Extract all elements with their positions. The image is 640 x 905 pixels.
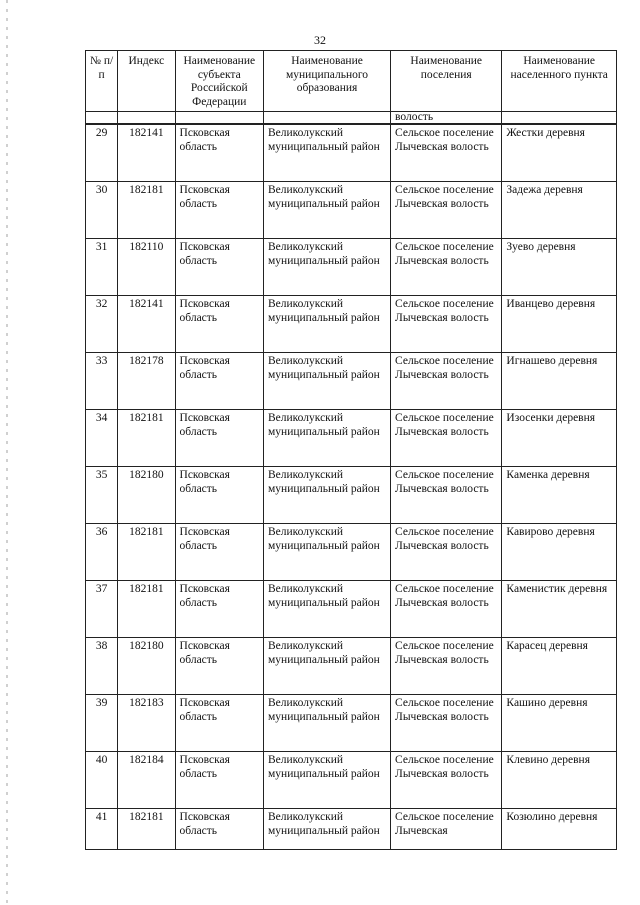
cell-municipality: Великолукский муниципальный район (264, 695, 391, 752)
cell-subject: Псковская область (175, 296, 264, 353)
page-number: 32 (314, 33, 326, 47)
cell-settlement: Сельское поселение Лычевская волость (391, 467, 502, 524)
cell-locality: Изосенки деревня (502, 410, 617, 467)
cell-locality: Козюлино деревня (502, 809, 617, 850)
table-row (86, 296, 617, 353)
cell-locality: Клевино деревня (502, 752, 617, 809)
cell-subject: Псковская область (175, 638, 264, 695)
table-row (86, 410, 617, 467)
table-row (86, 752, 617, 809)
cell-settlement: Сельское поселение Лычевская волость (391, 182, 502, 239)
cell-municipality: Великолукский муниципальный район (264, 353, 391, 410)
cell-municipality: Великолукский муниципальный район (264, 581, 391, 638)
cell-municipality: Великолукский муниципальный район (264, 239, 391, 296)
header-locality: Наименование населенного пункта (502, 51, 617, 112)
cell-subject: Псковская область (175, 410, 264, 467)
cell-index (118, 112, 175, 125)
cell-settlement: Сельское поселение Лычевская волость (391, 524, 502, 581)
cell-index: 182181 (118, 410, 175, 467)
table-row (86, 467, 617, 524)
cell-subject: Псковская область (175, 752, 264, 809)
cell-locality: Задежа деревня (502, 182, 617, 239)
cell-subject (175, 112, 264, 125)
cell-subject: Псковская область (175, 124, 264, 182)
cell-index: 182178 (118, 353, 175, 410)
cell-municipality: Великолукский муниципальный район (264, 296, 391, 353)
cell-municipality: Великолукский муниципальный район (264, 524, 391, 581)
header-municipality: Наименование муниципального образования (264, 51, 391, 112)
cell-subject: Псковская область (175, 581, 264, 638)
table-row (86, 124, 617, 182)
cell-subject: Псковская область (175, 353, 264, 410)
cell-settlement: Сельское поселение Лычевская волость (391, 638, 502, 695)
cell-locality: Каменистик деревня (502, 581, 617, 638)
table-row (86, 353, 617, 410)
table-row (86, 239, 617, 296)
cell-settlement: Сельское поселение Лычевская (391, 809, 502, 850)
cell-settlement: Сельское поселение Лычевская волость (391, 752, 502, 809)
cell-index: 182141 (118, 124, 175, 182)
cell-num: 33 (86, 353, 118, 410)
cell-municipality: Великолукский муниципальный район (264, 638, 391, 695)
cell-locality: Кашино деревня (502, 695, 617, 752)
cell-index: 182181 (118, 524, 175, 581)
cell-index: 182184 (118, 752, 175, 809)
header-settlement: Наименование поселения (391, 51, 502, 112)
cell-num: 32 (86, 296, 118, 353)
cell-municipality: Великолукский муниципальный район (264, 124, 391, 182)
cell-index: 182180 (118, 638, 175, 695)
table-row (86, 581, 617, 638)
cell-index: 182181 (118, 581, 175, 638)
cell-num: 37 (86, 581, 118, 638)
cell-settlement: Сельское поселение Лычевская волость (391, 239, 502, 296)
table-row (86, 809, 617, 850)
cell-subject: Псковская область (175, 182, 264, 239)
header-num: № п/п (86, 51, 118, 112)
cell-municipality: Великолукский муниципальный район (264, 182, 391, 239)
cell-index: 182180 (118, 467, 175, 524)
cell-subject: Псковская область (175, 695, 264, 752)
cell-index: 182183 (118, 695, 175, 752)
table-row (86, 638, 617, 695)
cell-num: 31 (86, 239, 118, 296)
cell-locality: Иванцево деревня (502, 296, 617, 353)
cell-settlement: Сельское поселение Лычевская волость (391, 353, 502, 410)
cell-num (86, 112, 118, 125)
cell-settlement: Сельское поселение Лычевская волость (391, 695, 502, 752)
cell-locality: Игнашево деревня (502, 353, 617, 410)
table-row (86, 524, 617, 581)
cell-municipality: Великолукский муниципальный район (264, 467, 391, 524)
cell-subject: Псковская область (175, 524, 264, 581)
header-row (86, 51, 617, 112)
cell-locality: Зуево деревня (502, 239, 617, 296)
cell-municipality (264, 112, 391, 125)
cell-index: 182141 (118, 296, 175, 353)
cell-settlement: Сельское поселение Лычевская волость (391, 296, 502, 353)
scan-edge-artifact (6, 0, 8, 905)
cell-num: 40 (86, 752, 118, 809)
cell-settlement: Сельское поселение Лычевская волость (391, 581, 502, 638)
table-row (86, 182, 617, 239)
cell-num: 29 (86, 124, 118, 182)
cell-num: 39 (86, 695, 118, 752)
cell-settlement: Сельское поселение Лычевская волость (391, 124, 502, 182)
cell-municipality: Великолукский муниципальный район (264, 410, 391, 467)
cell-num: 35 (86, 467, 118, 524)
cell-locality: Жестки деревня (502, 124, 617, 182)
cell-settlement: волость (391, 112, 502, 125)
cell-municipality: Великолукский муниципальный район (264, 809, 391, 850)
cell-locality: Карасец деревня (502, 638, 617, 695)
cell-num: 30 (86, 182, 118, 239)
cell-municipality: Великолукский муниципальный район (264, 752, 391, 809)
cell-locality: Кавирово деревня (502, 524, 617, 581)
cell-index: 182110 (118, 239, 175, 296)
table-header (86, 51, 617, 112)
continuation-row (86, 112, 617, 125)
cell-subject: Псковская область (175, 467, 264, 524)
cell-num: 34 (86, 410, 118, 467)
cell-locality: Каменка деревня (502, 467, 617, 524)
settlements-table (85, 50, 617, 850)
cell-index: 182181 (118, 182, 175, 239)
table-body (86, 112, 617, 850)
cell-settlement: Сельское поселение Лычевская волость (391, 410, 502, 467)
cell-num: 36 (86, 524, 118, 581)
cell-subject: Псковская область (175, 809, 264, 850)
table-row (86, 695, 617, 752)
cell-index: 182181 (118, 809, 175, 850)
cell-num: 41 (86, 809, 118, 850)
header-index: Индекс (118, 51, 175, 112)
cell-locality (502, 112, 617, 125)
cell-num: 38 (86, 638, 118, 695)
header-subject: Наименование субъекта Российской Федерации (175, 51, 264, 112)
cell-subject: Псковская область (175, 239, 264, 296)
